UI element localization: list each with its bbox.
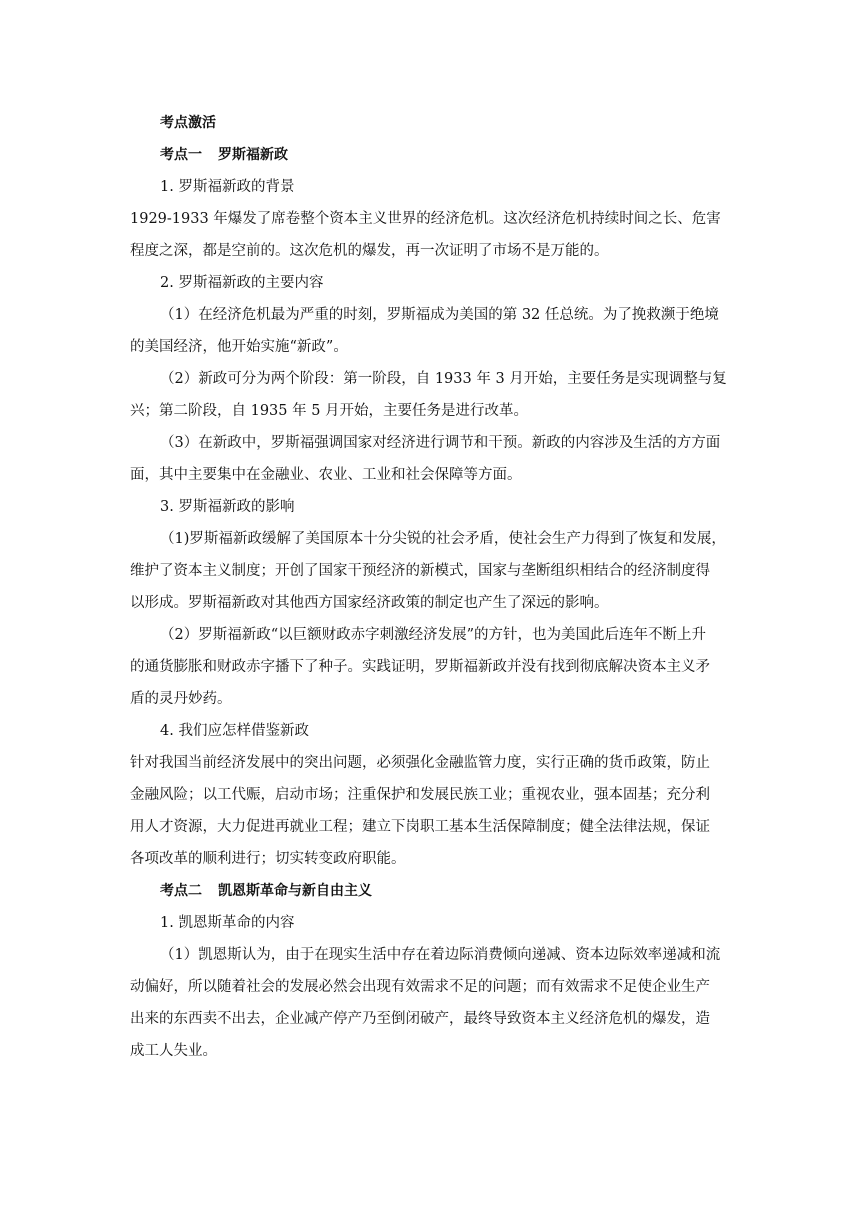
paragraph-line: 动偏好，所以随着社会的发展必然会出现有效需求不足的问题；而有效需求不足使企业生产: [130, 979, 710, 995]
paragraph-line: 的通货膨胀和财政赤字播下了种子。实践证明，罗斯福新政并没有找到彻底解决资本主义矛: [130, 659, 710, 675]
paragraph-line: 用人才资源，大力促进再就业工程；建立下岗职工基本生活保障制度；健全法律法规，保证: [130, 819, 710, 835]
subheading: 1. 凯恩斯革命的内容: [160, 915, 295, 931]
subheading: 1. 罗斯福新政的背景: [160, 179, 295, 195]
paragraph-line: （1）在经济危机最为严重的时刻，罗斯福成为美国的第 32 任总统。为了挽救濒于绝境: [160, 307, 719, 323]
paragraph-line: 各项改革的顺利进行；切实转变政府职能。: [130, 851, 406, 867]
paragraph-line: （2）新政可分为两个阶段：第一阶段，自 1933 年 3 月开始，主要任务是实现调整与复: [160, 371, 727, 387]
paragraph-line: （1）凯恩斯认为，由于在现实生活中存在着边际消费倾向递减、资本边际效率递减和流: [160, 947, 721, 963]
paragraph-line: 程度之深，都是空前的。这次危机的爆发，再一次证明了市场不是万能的。: [130, 243, 609, 259]
section-title: [130, 880, 740, 902]
paragraph-line: 成工人失业。: [130, 1043, 217, 1059]
subheading: 2. 罗斯福新政的主要内容: [160, 275, 324, 291]
paragraph-line: 1929-1933 年爆发了席卷整个资本主义世界的经济危机。这次经济危机持续时间之长、危害: [130, 211, 721, 227]
paragraph-line: 以形成。罗斯福新政对其他西方国家经济政策的制定也产生了深远的影响。: [130, 595, 609, 611]
paragraph-line: 出来的东西卖不出去，企业减产停产乃至倒闭破产，最终导致资本主义经济危机的爆发，造: [130, 1011, 710, 1027]
subheading: 3. 罗斯福新政的影响: [160, 499, 295, 515]
paragraph-line: 的美国经济，他开始实施“新政”。: [130, 339, 348, 355]
paragraph-line: 盾的灵丹妙药。: [130, 691, 232, 707]
section-title-text: 凯恩斯革命与新自由主义: [218, 883, 372, 899]
paragraph-line: 面，其中主要集中在金融业、农业、工业和社会保障等方面。: [130, 467, 522, 483]
paragraph-line: 维护了资本主义制度；开创了国家干预经济的新模式，国家与垄断组织相结合的经济制度得: [130, 563, 710, 579]
paragraph-line: （3）在新政中，罗斯福强调国家对经济进行调节和干预。新政的内容涉及生活的方方面: [160, 435, 721, 451]
paragraph-line: （2）罗斯福新政“以巨额财政赤字刺激经济发展”的方针，也为美国此后连年不断上升: [160, 627, 707, 643]
page-heading: 考点激活: [160, 115, 216, 131]
paragraph-line: （1)罗斯福新政缓解了美国原本十分尖锐的社会矛盾，使社会生产力得到了恢复和发展，: [160, 531, 726, 547]
section-title: [130, 144, 740, 166]
paragraph-line: 金融风险；以工代赈，启动市场；注重保护和发展民族工业；重视农业，强本固基；充分利: [130, 787, 710, 803]
section-title-text: 罗斯福新政: [218, 147, 288, 163]
paragraph-line: 针对我国当前经济发展中的突出问题，必须强化金融监管力度，实行正确的货币政策，防止: [130, 755, 710, 771]
subheading: 4. 我们应怎样借鉴新政: [160, 723, 309, 739]
section-number: 考点二: [160, 883, 202, 899]
paragraph-line: 兴；第二阶段，自 1935 年 5 月开始，主要任务是进行改革。: [130, 403, 529, 419]
document-page: [130, 108, 740, 1062]
section-number: 考点一: [160, 147, 202, 163]
